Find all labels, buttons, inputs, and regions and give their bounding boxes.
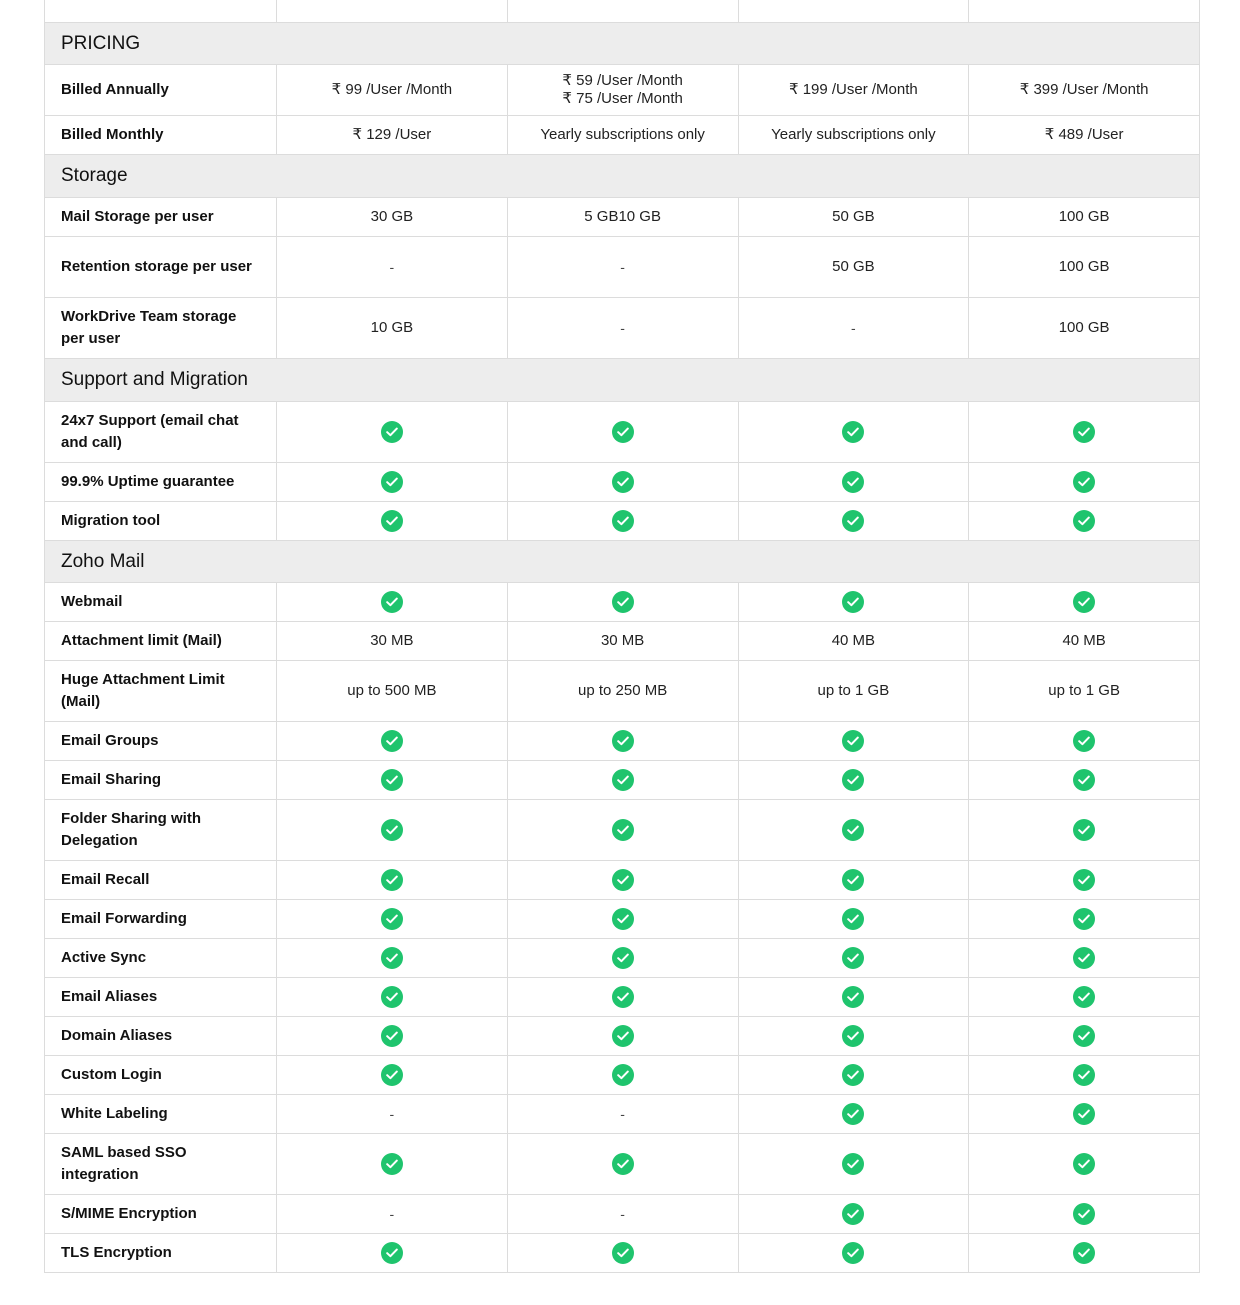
check-icon <box>842 421 864 443</box>
feature-label: Folder Sharing with Delegation <box>61 810 202 849</box>
plan-cell-4 <box>968 1134 1199 1194</box>
plan-cell-4 <box>968 1095 1199 1133</box>
plan-cell-3 <box>738 298 969 358</box>
check-icon <box>1073 1103 1095 1125</box>
plan-cell-3 <box>738 116 969 154</box>
plan-cell-2 <box>507 1056 738 1094</box>
not-available-dash: - <box>620 1206 625 1222</box>
top-partial-cell <box>738 0 969 22</box>
plan-cell-2 <box>507 1134 738 1194</box>
check-icon <box>1073 1153 1095 1175</box>
cell-value: 100 GB <box>1058 258 1110 275</box>
check-icon <box>1073 421 1095 443</box>
plan-cell-4 <box>968 939 1199 977</box>
check-icon <box>381 730 403 752</box>
not-available-dash: - <box>620 320 625 336</box>
table-row <box>45 1056 1199 1095</box>
plan-cell-4 <box>968 1234 1199 1272</box>
feature-label: Billed Annually <box>61 81 169 98</box>
cell-value: ₹ 199 /User /Month <box>788 81 918 98</box>
check-icon <box>381 471 403 493</box>
check-icon <box>612 1025 634 1047</box>
check-icon <box>612 1153 634 1175</box>
plan-cell-3 <box>738 900 969 938</box>
check-icon <box>842 1153 864 1175</box>
plan-comparison-table <box>44 0 1200 1273</box>
plan-cell-3 <box>738 1017 969 1055</box>
plan-cell-3 <box>738 722 969 760</box>
check-icon <box>842 769 864 791</box>
check-icon <box>1073 591 1095 613</box>
table-row <box>45 722 1199 761</box>
plan-cell-1 <box>276 298 507 358</box>
feature-label: Active Sync <box>61 949 147 966</box>
plan-cell-2 <box>507 65 738 115</box>
cell-value: Yearly subscriptions only <box>540 126 705 143</box>
feature-label: Email Recall <box>61 871 150 888</box>
plan-cell-1 <box>276 65 507 115</box>
plan-cell-1 <box>276 402 507 462</box>
plan-cell-3 <box>738 1195 969 1233</box>
feature-label: Billed Monthly <box>61 126 164 143</box>
feature-label: Email Sharing <box>61 771 162 788</box>
plan-cell-3 <box>738 502 969 540</box>
plan-cell-1 <box>276 1234 507 1272</box>
plan-cell-3 <box>738 1056 969 1094</box>
feature-label: Domain Aliases <box>61 1027 173 1044</box>
section-title: Support and Migration <box>61 369 248 390</box>
check-icon <box>381 947 403 969</box>
table-row <box>45 463 1199 502</box>
plan-cell-4 <box>968 502 1199 540</box>
check-icon <box>612 421 634 443</box>
plan-cell-4 <box>968 463 1199 501</box>
plan-cell-2 <box>507 622 738 660</box>
plan-cell-4 <box>968 622 1199 660</box>
table-row <box>45 298 1199 359</box>
plan-cell-1 <box>276 978 507 1016</box>
check-icon <box>842 471 864 493</box>
check-icon <box>842 986 864 1008</box>
plan-cell-2 <box>507 1234 738 1272</box>
check-icon <box>381 769 403 791</box>
cell-value: 10 GB <box>370 319 414 336</box>
plan-cell-1 <box>276 1017 507 1055</box>
feature-label: White Labeling <box>61 1105 168 1122</box>
cell-value: Yearly subscriptions only <box>771 126 936 143</box>
table-row <box>45 116 1199 155</box>
plan-cell-1 <box>276 722 507 760</box>
check-icon <box>612 986 634 1008</box>
plan-cell-4 <box>968 978 1199 1016</box>
plan-cell-3 <box>738 661 969 721</box>
cell-value: 40 MB <box>831 632 876 649</box>
check-icon <box>842 1203 864 1225</box>
plan-cell-3 <box>738 1095 969 1133</box>
section-title: Zoho Mail <box>61 550 145 572</box>
table-row <box>45 583 1199 622</box>
cell-value: up to 250 MB <box>578 682 668 699</box>
plan-cell-4 <box>968 800 1199 860</box>
check-icon <box>842 510 864 532</box>
table-row <box>45 900 1199 939</box>
plan-cell-2 <box>507 583 738 621</box>
check-icon <box>612 769 634 791</box>
plan-cell-4 <box>968 298 1199 358</box>
check-icon <box>381 591 403 613</box>
check-icon <box>612 869 634 891</box>
table-body <box>45 23 1199 1273</box>
plan-cell-3 <box>738 978 969 1016</box>
plan-cell-4 <box>968 237 1199 297</box>
section-header-storage <box>45 155 1199 198</box>
plan-cell-2 <box>507 237 738 297</box>
not-available-dash: - <box>389 1106 395 1122</box>
plan-cell-2 <box>507 900 738 938</box>
table-row <box>45 1017 1199 1056</box>
plan-cell-4 <box>968 1195 1199 1233</box>
section-title: Storage <box>61 165 128 186</box>
plan-cell-2 <box>507 800 738 860</box>
check-icon <box>1073 471 1095 493</box>
plan-cell-3 <box>738 583 969 621</box>
section-header-zoho-mail <box>45 541 1199 583</box>
table-row <box>45 502 1199 541</box>
plan-cell-3 <box>738 237 969 297</box>
feature-label: TLS Encryption <box>61 1244 172 1261</box>
check-icon <box>381 819 403 841</box>
table-row <box>45 237 1199 298</box>
cell-value: ₹ 129 /User <box>352 126 432 143</box>
plan-cell-1 <box>276 237 507 297</box>
cell-value: 30 GB <box>370 208 414 225</box>
plan-cell-1 <box>276 1056 507 1094</box>
feature-label: S/MIME Encryption <box>61 1205 197 1222</box>
plan-cell-2 <box>507 1017 738 1055</box>
plan-cell-3 <box>738 622 969 660</box>
feature-label: Email Groups <box>61 732 159 749</box>
check-icon <box>1073 908 1095 930</box>
plan-cell-3 <box>738 198 969 236</box>
feature-label: SAML based SSO integration <box>61 1144 187 1183</box>
check-icon <box>612 947 634 969</box>
plan-cell-1 <box>276 198 507 236</box>
plan-cell-4 <box>968 861 1199 899</box>
cell-value: 40 MB <box>1062 632 1106 649</box>
plan-cell-1 <box>276 861 507 899</box>
table-row <box>45 939 1199 978</box>
cell-value: 50 GB <box>832 258 875 275</box>
feature-label: Email Forwarding <box>61 910 187 927</box>
plan-cell-4 <box>968 722 1199 760</box>
plan-cell-3 <box>738 1134 969 1194</box>
not-available-dash: - <box>389 259 395 275</box>
check-icon <box>612 1242 634 1264</box>
check-icon <box>842 947 864 969</box>
plan-cell-2 <box>507 1095 738 1133</box>
check-icon <box>381 1064 403 1086</box>
plan-cell-4 <box>968 761 1199 799</box>
check-icon <box>842 730 864 752</box>
check-icon <box>842 1242 864 1264</box>
check-icon <box>842 869 864 891</box>
cell-value: ₹ 489 /User <box>1044 126 1124 143</box>
check-icon <box>381 1025 403 1047</box>
section-header-support-and-migration <box>45 359 1199 402</box>
check-icon <box>381 1242 403 1264</box>
check-icon <box>381 510 403 532</box>
plan-cell-4 <box>968 402 1199 462</box>
plan-cell-3 <box>738 800 969 860</box>
check-icon <box>1073 730 1095 752</box>
table-row <box>45 761 1199 800</box>
plan-cell-1 <box>276 116 507 154</box>
plan-cell-2 <box>507 402 738 462</box>
check-icon <box>1073 1203 1095 1225</box>
cell-value: ₹ 99 /User /Month <box>331 81 453 98</box>
feature-label: Retention storage per user <box>61 258 252 275</box>
check-icon <box>842 1064 864 1086</box>
plan-cell-4 <box>968 198 1199 236</box>
check-icon <box>842 819 864 841</box>
plan-cell-1 <box>276 622 507 660</box>
cell-value: 100 GB <box>1058 208 1110 225</box>
plan-cell-1 <box>276 761 507 799</box>
table-row <box>45 1195 1199 1234</box>
check-icon <box>612 591 634 613</box>
plan-cell-1 <box>276 939 507 977</box>
plan-cell-4 <box>968 1056 1199 1094</box>
cell-value: 30 MB <box>370 632 414 649</box>
table-row <box>45 65 1199 116</box>
feature-label: Custom Login <box>61 1066 162 1083</box>
top-partial-cell <box>968 0 1199 22</box>
table-row <box>45 1095 1199 1134</box>
not-available-dash: - <box>851 320 856 336</box>
plan-cell-2 <box>507 116 738 154</box>
feature-label: 24x7 Support (email chat and call) <box>61 412 239 451</box>
top-partial-cell <box>45 0 276 22</box>
table-row <box>45 661 1199 722</box>
feature-label: Migration tool <box>61 512 161 529</box>
cell-value: up to 1 GB <box>817 682 890 699</box>
plan-cell-2 <box>507 298 738 358</box>
check-icon <box>381 869 403 891</box>
plan-cell-3 <box>738 861 969 899</box>
feature-label: Webmail <box>61 593 123 610</box>
check-icon <box>381 986 403 1008</box>
cell-value: ₹ 399 /User /Month <box>1019 81 1149 98</box>
plan-cell-2 <box>507 978 738 1016</box>
plan-cell-2 <box>507 939 738 977</box>
plan-cell-3 <box>738 761 969 799</box>
check-icon <box>1073 769 1095 791</box>
check-icon <box>381 421 403 443</box>
table-row <box>45 800 1199 861</box>
check-icon <box>612 730 634 752</box>
not-available-dash: - <box>620 1106 625 1122</box>
cell-value: up to 500 MB <box>347 682 437 699</box>
check-icon <box>1073 869 1095 891</box>
plan-cell-3 <box>738 1234 969 1272</box>
cell-value: ₹ 75 /User /Month <box>562 90 683 107</box>
check-icon <box>842 1103 864 1125</box>
plan-cell-1 <box>276 1134 507 1194</box>
check-icon <box>842 1025 864 1047</box>
table-row <box>45 1134 1199 1195</box>
check-icon <box>1073 1025 1095 1047</box>
table-row <box>45 622 1199 661</box>
plan-cell-2 <box>507 861 738 899</box>
top-partial-row <box>45 0 1199 23</box>
cell-value: 5 GB10 GB <box>584 208 661 225</box>
plan-cell-2 <box>507 722 738 760</box>
plan-cell-1 <box>276 463 507 501</box>
plan-cell-2 <box>507 463 738 501</box>
plan-cell-2 <box>507 1195 738 1233</box>
check-icon <box>612 471 634 493</box>
feature-label: WorkDrive Team storage per user <box>61 308 237 347</box>
feature-label: Mail Storage per user <box>61 208 214 225</box>
not-available-dash: - <box>620 259 625 275</box>
feature-label: Attachment limit (Mail) <box>61 632 222 649</box>
plan-cell-1 <box>276 1095 507 1133</box>
check-icon <box>1073 819 1095 841</box>
check-icon <box>381 908 403 930</box>
cell-value: 50 GB <box>832 208 875 225</box>
check-icon <box>1073 1064 1095 1086</box>
plan-cell-1 <box>276 900 507 938</box>
plan-cell-4 <box>968 583 1199 621</box>
plan-cell-1 <box>276 661 507 721</box>
cell-value: 30 MB <box>600 632 645 649</box>
table-row <box>45 1234 1199 1273</box>
table-row <box>45 402 1199 463</box>
plan-cell-4 <box>968 1017 1199 1055</box>
check-icon <box>1073 510 1095 532</box>
check-icon <box>1073 947 1095 969</box>
check-icon <box>612 819 634 841</box>
check-icon <box>612 908 634 930</box>
plan-cell-2 <box>507 761 738 799</box>
plan-cell-2 <box>507 502 738 540</box>
feature-label: Huge Attachment Limit (Mail) <box>61 671 225 710</box>
plan-cell-4 <box>968 661 1199 721</box>
plan-cell-4 <box>968 900 1199 938</box>
section-title: PRICING <box>61 32 141 54</box>
top-partial-cell <box>507 0 738 22</box>
plan-cell-1 <box>276 583 507 621</box>
check-icon <box>612 1064 634 1086</box>
plan-cell-4 <box>968 116 1199 154</box>
check-icon <box>1073 1242 1095 1264</box>
plan-cell-3 <box>738 463 969 501</box>
check-icon <box>842 908 864 930</box>
cell-value: 100 GB <box>1058 319 1110 336</box>
plan-cell-3 <box>738 65 969 115</box>
cell-value: ₹ 59 /User /Month <box>562 72 683 89</box>
feature-label: 99.9% Uptime guarantee <box>61 473 235 490</box>
table-row <box>45 861 1199 900</box>
check-icon <box>381 1153 403 1175</box>
check-icon <box>1073 986 1095 1008</box>
plan-cell-1 <box>276 502 507 540</box>
check-icon <box>842 591 864 613</box>
plan-cell-3 <box>738 402 969 462</box>
feature-label: Email Aliases <box>61 988 158 1005</box>
check-icon <box>612 510 634 532</box>
plan-cell-4 <box>968 65 1199 115</box>
plan-cell-2 <box>507 661 738 721</box>
plan-cell-1 <box>276 1195 507 1233</box>
top-partial-cell <box>276 0 507 22</box>
plan-cell-3 <box>738 939 969 977</box>
cell-value: up to 1 GB <box>1048 682 1120 699</box>
section-header-pricing <box>45 23 1199 65</box>
not-available-dash: - <box>389 1206 395 1222</box>
plan-cell-2 <box>507 198 738 236</box>
plan-cell-1 <box>276 800 507 860</box>
table-row <box>45 198 1199 237</box>
table-row <box>45 978 1199 1017</box>
